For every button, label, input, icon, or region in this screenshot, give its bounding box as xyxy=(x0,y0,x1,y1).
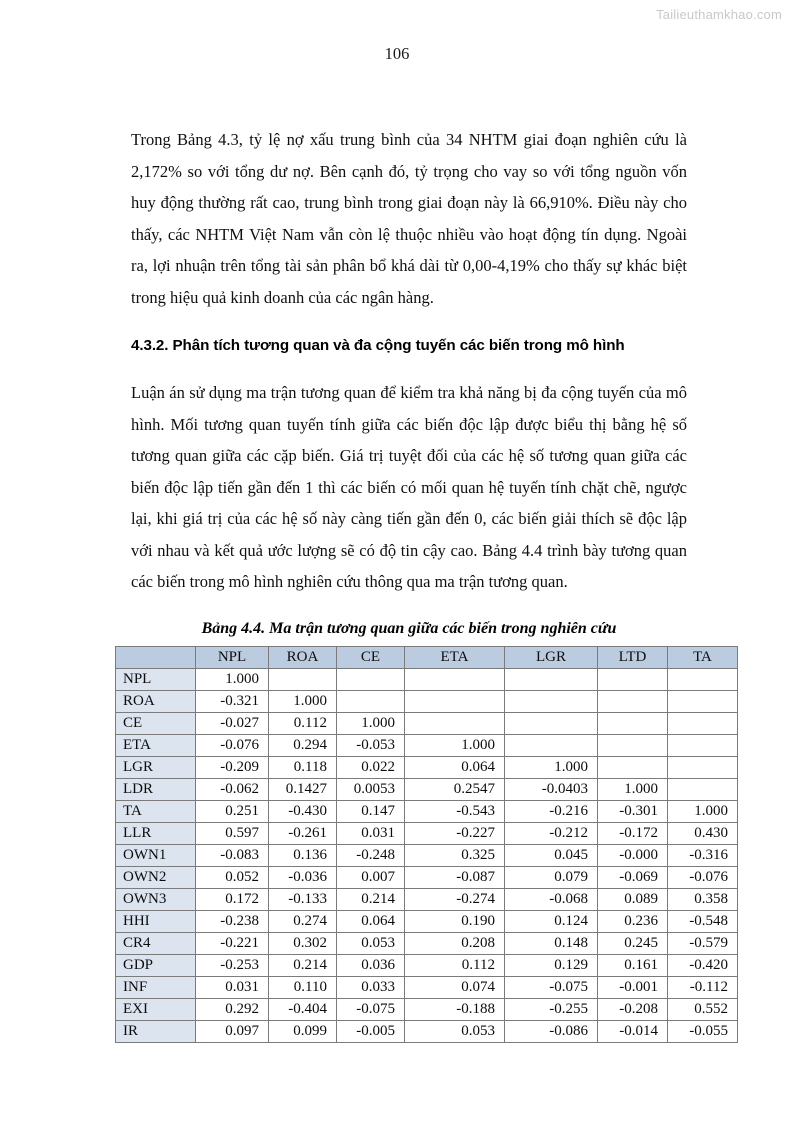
cell-ta-eta: -0.543 xyxy=(405,800,505,822)
row-label-ir: IR xyxy=(116,1020,196,1042)
cell-roa-roa: 1.000 xyxy=(269,690,337,712)
cell-llr-npl: 0.597 xyxy=(196,822,269,844)
table-row xyxy=(116,800,738,822)
cell-gdp-ltd: 0.161 xyxy=(598,954,668,976)
table-row xyxy=(116,910,738,932)
cell-hhi-ce: 0.064 xyxy=(337,910,405,932)
table-row xyxy=(116,822,738,844)
cell-ta-roa: -0.430 xyxy=(269,800,337,822)
cell-cr4-ta: -0.579 xyxy=(668,932,738,954)
cell-lgr-roa: 0.118 xyxy=(269,756,337,778)
cell-llr-lgr: -0.212 xyxy=(505,822,598,844)
table-row xyxy=(116,998,738,1020)
cell-hhi-roa: 0.274 xyxy=(269,910,337,932)
table-row xyxy=(116,712,738,734)
cell-own2-eta: -0.087 xyxy=(405,866,505,888)
cell-ir-ltd: -0.014 xyxy=(598,1020,668,1042)
cell-cr4-lgr: 0.148 xyxy=(505,932,598,954)
cell-ta-lgr: -0.216 xyxy=(505,800,598,822)
cell-own2-ce: 0.007 xyxy=(337,866,405,888)
cell-gdp-roa: 0.214 xyxy=(269,954,337,976)
cell-gdp-lgr: 0.129 xyxy=(505,954,598,976)
cell-hhi-npl: -0.238 xyxy=(196,910,269,932)
cell-ce-ta xyxy=(668,712,738,734)
table-row xyxy=(116,756,738,778)
watermark-text: Tailieuthamkhao.com xyxy=(656,7,782,22)
cell-roa-lgr xyxy=(505,690,598,712)
cell-ir-roa: 0.099 xyxy=(269,1020,337,1042)
cell-ta-npl: 0.251 xyxy=(196,800,269,822)
table-body xyxy=(116,668,738,1042)
row-label-llr: LLR xyxy=(116,822,196,844)
cell-eta-ta xyxy=(668,734,738,756)
cell-llr-roa: -0.261 xyxy=(269,822,337,844)
cell-npl-ce xyxy=(337,668,405,690)
cell-lgr-lgr: 1.000 xyxy=(505,756,598,778)
cell-gdp-ta: -0.420 xyxy=(668,954,738,976)
column-header-eta: ETA xyxy=(405,646,505,668)
page-content xyxy=(123,124,728,1043)
row-label-ta: TA xyxy=(116,800,196,822)
cell-cr4-npl: -0.221 xyxy=(196,932,269,954)
cell-own1-roa: 0.136 xyxy=(269,844,337,866)
cell-ldr-ta xyxy=(668,778,738,800)
row-label-eta: ETA xyxy=(116,734,196,756)
row-label-ce: CE xyxy=(116,712,196,734)
cell-lgr-ltd xyxy=(598,756,668,778)
cell-ce-ltd xyxy=(598,712,668,734)
row-label-inf: INF xyxy=(116,976,196,998)
cell-eta-ce: -0.053 xyxy=(337,734,405,756)
cell-inf-npl: 0.031 xyxy=(196,976,269,998)
cell-inf-ltd: -0.001 xyxy=(598,976,668,998)
table-row xyxy=(116,844,738,866)
cell-npl-npl: 1.000 xyxy=(196,668,269,690)
table-row xyxy=(116,866,738,888)
column-header-ce: CE xyxy=(337,646,405,668)
table-corner-cell xyxy=(116,646,196,668)
table-container xyxy=(115,646,728,1043)
row-label-hhi: HHI xyxy=(116,910,196,932)
cell-ce-lgr xyxy=(505,712,598,734)
cell-roa-eta xyxy=(405,690,505,712)
cell-inf-ce: 0.033 xyxy=(337,976,405,998)
cell-roa-ce xyxy=(337,690,405,712)
row-label-npl: NPL xyxy=(116,668,196,690)
row-label-exi: EXI xyxy=(116,998,196,1020)
cell-ce-ce: 1.000 xyxy=(337,712,405,734)
cell-gdp-npl: -0.253 xyxy=(196,954,269,976)
table-row xyxy=(116,976,738,998)
column-header-ta: TA xyxy=(668,646,738,668)
cell-own2-ltd: -0.069 xyxy=(598,866,668,888)
cell-hhi-eta: 0.190 xyxy=(405,910,505,932)
row-label-own2: OWN2 xyxy=(116,866,196,888)
cell-ce-eta xyxy=(405,712,505,734)
table-caption: Bảng 4.4. Ma trận tương quan giữa các biến trong nghiên cứu xyxy=(201,619,617,637)
cell-own3-ce: 0.214 xyxy=(337,888,405,910)
cell-ir-ta: -0.055 xyxy=(668,1020,738,1042)
cell-llr-ltd: -0.172 xyxy=(598,822,668,844)
row-label-lgr: LGR xyxy=(116,756,196,778)
cell-exi-npl: 0.292 xyxy=(196,998,269,1020)
cell-ir-lgr: -0.086 xyxy=(505,1020,598,1042)
cell-own1-ce: -0.248 xyxy=(337,844,405,866)
table-row xyxy=(116,932,738,954)
cell-own3-lgr: -0.068 xyxy=(505,888,598,910)
cell-npl-lgr xyxy=(505,668,598,690)
cell-lgr-ce: 0.022 xyxy=(337,756,405,778)
cell-ta-ta: 1.000 xyxy=(668,800,738,822)
cell-ce-npl: -0.027 xyxy=(196,712,269,734)
cell-ta-ltd: -0.301 xyxy=(598,800,668,822)
cell-ce-roa: 0.112 xyxy=(269,712,337,734)
cell-ldr-ltd: 1.000 xyxy=(598,778,668,800)
section-heading-4-3-2: 4.3.2. Phân tích tương quan và đa cộng tuyến các biến trong mô hình xyxy=(131,337,625,354)
cell-own2-ta: -0.076 xyxy=(668,866,738,888)
paragraph-correlation: Luận án sử dụng ma trận tương quan để kiểm tra khả năng bị đa cộng tuyến của mô hình. Mối tương quan tuyến tính giữa các biến độc lập được biểu thị bằng hệ số tương quan giữa các cặp biến. Giá trị tuyệt đối của các hệ số tương quan giữa các biến độc lập tiến gần đến 1 thì các biến có mối quan hệ tuyến tính chặt chẽ, ngược lại, khi giá trị của các hệ số này càng tiến gần đến 0, các biến giải thích sẽ độc lập với nhau và kết quả ước lượng sẽ có độ tin cậy cao. Bảng 4.4 trình bày tương quan các biến trong mô hình nghiên cứu thông qua ma trận tương quan. xyxy=(131,383,687,591)
cell-ldr-lgr: -0.0403 xyxy=(505,778,598,800)
cell-roa-npl: -0.321 xyxy=(196,690,269,712)
cell-own2-roa: -0.036 xyxy=(269,866,337,888)
cell-hhi-ta: -0.548 xyxy=(668,910,738,932)
cell-cr4-ce: 0.053 xyxy=(337,932,405,954)
paragraph-intro: Trong Bảng 4.3, tỷ lệ nợ xấu trung bình của 34 NHTM giai đoạn nghiên cứu là 2,172% so với tổng dư nợ. Bên cạnh đó, tỷ trọng cho vay so với tổng nguồn vốn huy động thường rất cao, trung bình trong giai đoạn này là 66,910%. Điều này cho thấy, các NHTM Việt Nam vẫn còn lệ thuộc nhiều vào hoạt động tín dụng. Ngoài ra, lợi nhuận trên tổng tài sản phân bổ khá dài từ 0,00-4,19% cho thấy sự khác biệt trong hiệu quả kinh doanh của các ngân hàng. xyxy=(131,130,687,307)
cell-cr4-ltd: 0.245 xyxy=(598,932,668,954)
cell-own3-ltd: 0.089 xyxy=(598,888,668,910)
table-row xyxy=(116,668,738,690)
correlation-matrix-table xyxy=(115,646,738,1043)
cell-own3-ta: 0.358 xyxy=(668,888,738,910)
cell-own1-ltd: -0.000 xyxy=(598,844,668,866)
row-label-own3: OWN3 xyxy=(116,888,196,910)
cell-own3-roa: -0.133 xyxy=(269,888,337,910)
cell-own1-npl: -0.083 xyxy=(196,844,269,866)
cell-exi-ce: -0.075 xyxy=(337,998,405,1020)
column-header-npl: NPL xyxy=(196,646,269,668)
cell-eta-eta: 1.000 xyxy=(405,734,505,756)
cell-hhi-ltd: 0.236 xyxy=(598,910,668,932)
cell-eta-npl: -0.076 xyxy=(196,734,269,756)
cell-inf-lgr: -0.075 xyxy=(505,976,598,998)
cell-roa-ltd xyxy=(598,690,668,712)
cell-exi-ta: 0.552 xyxy=(668,998,738,1020)
cell-hhi-lgr: 0.124 xyxy=(505,910,598,932)
cell-own3-npl: 0.172 xyxy=(196,888,269,910)
cell-eta-roa: 0.294 xyxy=(269,734,337,756)
cell-ldr-ce: 0.0053 xyxy=(337,778,405,800)
cell-exi-ltd: -0.208 xyxy=(598,998,668,1020)
cell-llr-ta: 0.430 xyxy=(668,822,738,844)
cell-llr-eta: -0.227 xyxy=(405,822,505,844)
cell-exi-eta: -0.188 xyxy=(405,998,505,1020)
cell-ldr-roa: 0.1427 xyxy=(269,778,337,800)
cell-own1-eta: 0.325 xyxy=(405,844,505,866)
cell-ir-ce: -0.005 xyxy=(337,1020,405,1042)
cell-ir-eta: 0.053 xyxy=(405,1020,505,1042)
row-label-cr4: CR4 xyxy=(116,932,196,954)
table-row xyxy=(116,888,738,910)
cell-lgr-eta: 0.064 xyxy=(405,756,505,778)
cell-npl-eta xyxy=(405,668,505,690)
cell-llr-ce: 0.031 xyxy=(337,822,405,844)
cell-gdp-ce: 0.036 xyxy=(337,954,405,976)
row-label-ldr: LDR xyxy=(116,778,196,800)
row-label-gdp: GDP xyxy=(116,954,196,976)
cell-inf-ta: -0.112 xyxy=(668,976,738,998)
column-header-ltd: LTD xyxy=(598,646,668,668)
cell-npl-roa xyxy=(269,668,337,690)
cell-exi-lgr: -0.255 xyxy=(505,998,598,1020)
page-number: 106 xyxy=(384,44,410,63)
cell-npl-ltd xyxy=(598,668,668,690)
cell-eta-lgr xyxy=(505,734,598,756)
table-header xyxy=(116,646,738,668)
cell-own3-eta: -0.274 xyxy=(405,888,505,910)
table-row xyxy=(116,954,738,976)
cell-ta-ce: 0.147 xyxy=(337,800,405,822)
cell-cr4-roa: 0.302 xyxy=(269,932,337,954)
table-row xyxy=(116,778,738,800)
cell-cr4-eta: 0.208 xyxy=(405,932,505,954)
table-row xyxy=(116,690,738,712)
cell-ldr-npl: -0.062 xyxy=(196,778,269,800)
column-header-lgr: LGR xyxy=(505,646,598,668)
table-header-row xyxy=(116,646,738,668)
cell-inf-roa: 0.110 xyxy=(269,976,337,998)
cell-own2-npl: 0.052 xyxy=(196,866,269,888)
cell-lgr-npl: -0.209 xyxy=(196,756,269,778)
cell-ldr-eta: 0.2547 xyxy=(405,778,505,800)
table-row xyxy=(116,1020,738,1042)
cell-roa-ta xyxy=(668,690,738,712)
cell-exi-roa: -0.404 xyxy=(269,998,337,1020)
cell-inf-eta: 0.074 xyxy=(405,976,505,998)
cell-lgr-ta xyxy=(668,756,738,778)
cell-own1-ta: -0.316 xyxy=(668,844,738,866)
cell-gdp-eta: 0.112 xyxy=(405,954,505,976)
column-header-roa: ROA xyxy=(269,646,337,668)
cell-own2-lgr: 0.079 xyxy=(505,866,598,888)
table-row xyxy=(116,734,738,756)
cell-npl-ta xyxy=(668,668,738,690)
row-label-roa: ROA xyxy=(116,690,196,712)
cell-ir-npl: 0.097 xyxy=(196,1020,269,1042)
cell-eta-ltd xyxy=(598,734,668,756)
cell-own1-lgr: 0.045 xyxy=(505,844,598,866)
row-label-own1: OWN1 xyxy=(116,844,196,866)
